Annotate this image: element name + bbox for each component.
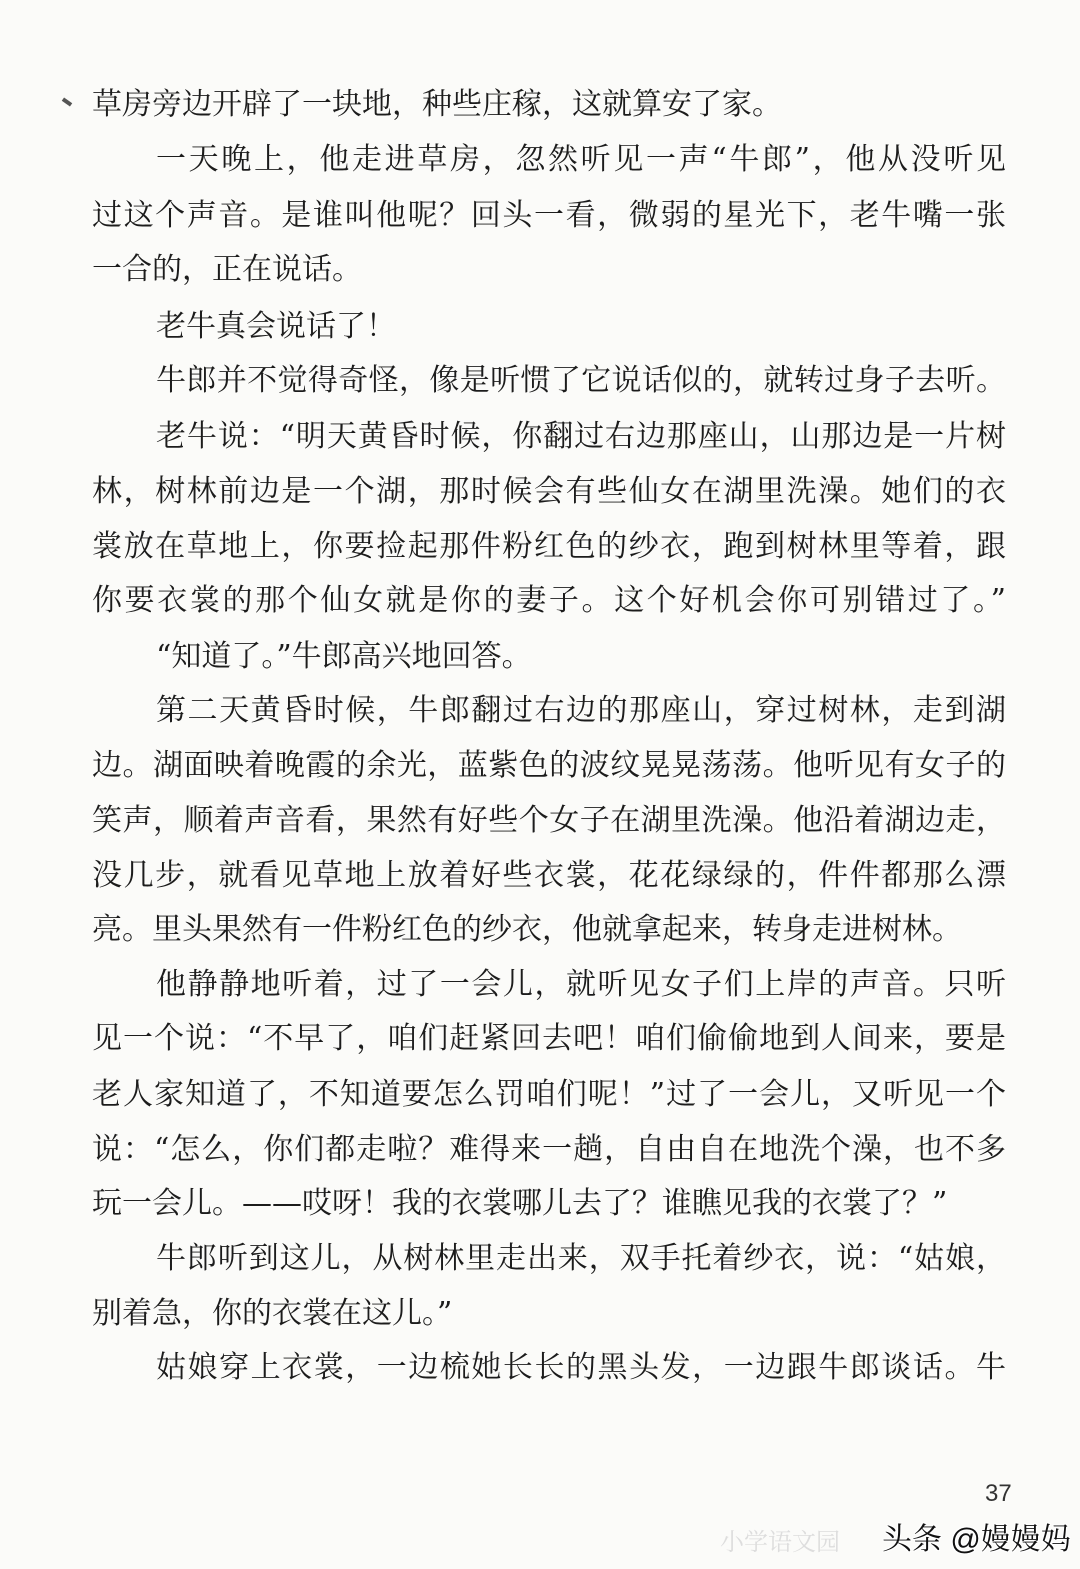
text-line: 见一个说：“不早了，咱们赶紧回去吧！咱们偷偷地到人间来，要是 bbox=[92, 1021, 1006, 1056]
text-line: 牛郎听到这儿，从树林里走出来，双手托着纱衣，说：“姑娘， bbox=[156, 1241, 1006, 1276]
text-line: 裳放在草地上，你要捡起那件粉红色的纱衣，跑到树林里等着，跟 bbox=[92, 529, 1006, 564]
faint-watermark: 小学语文园 bbox=[720, 1529, 840, 1556]
text-line: 牛郎并不觉得奇怪，像是听惯了它说话似的，就转过身子去听。 bbox=[156, 363, 1006, 398]
text-line: 笑声，顺着声音看，果然有好些个女子在湖里洗澡。他沿着湖边走， bbox=[92, 803, 1006, 838]
text-line: 第二天黄昏时候，牛郎翻过右边的那座山，穿过树林，走到湖 bbox=[156, 693, 1006, 728]
text-line: 老牛真会说话了！ bbox=[156, 309, 396, 344]
text-line: 草房旁边开辟了一块地，种些庄稼，这就算安了家。 bbox=[92, 87, 782, 122]
text-line: 别着急，你的衣裳在这儿。” bbox=[92, 1296, 453, 1331]
text-line: 过这个声音。是谁叫他呢？回头一看，微弱的星光下，老牛嘴一张 bbox=[92, 198, 1006, 233]
text-line: 边。湖面映着晚霞的余光，蓝紫色的波纹晃晃荡荡。他听见有女子的 bbox=[92, 748, 1006, 783]
text-line: 林，树林前边是一个湖，那时候会有些仙女在湖里洗澡。她们的衣 bbox=[92, 474, 1006, 509]
text-line: 没几步，就看见草地上放着好些衣裳，花花绿绿的，件件都那么漂 bbox=[92, 858, 1006, 893]
text-line: 说：“怎么，你们都走啦？难得来一趟，自由自在地洗个澡，也不多 bbox=[92, 1132, 1006, 1167]
text-line: 亮。里头果然有一件粉红色的纱衣，他就拿起来，转身走进树林。 bbox=[92, 912, 962, 947]
watermark: 头条 @嫚嫚妈 bbox=[882, 1523, 1071, 1556]
text-line: 老人家知道了，不知道要怎么罚咱们呢！”过了一会儿，又听见一个 bbox=[92, 1077, 1006, 1112]
text-line: “知道了。”牛郎高兴地回答。 bbox=[156, 639, 532, 674]
page-number: 37 bbox=[985, 1480, 1012, 1507]
text-line: 玩一会儿。——哎呀！我的衣裳哪儿去了？谁瞧见我的衣裳了？” bbox=[92, 1186, 948, 1221]
text-line: 姑娘穿上衣裳，一边梳她长长的黑头发，一边跟牛郎谈话。牛 bbox=[156, 1350, 1006, 1385]
text-line: 他静静地听着，过了一会儿，就听见女子们上岸的声音。只听 bbox=[156, 967, 1006, 1002]
text-line: 你要衣裳的那个仙女就是你的妻子。这个好机会你可别错过了。” bbox=[92, 583, 1006, 618]
text-line: 一合的，正在说话。 bbox=[92, 252, 362, 287]
scan-mark bbox=[62, 97, 72, 106]
text-line: 一天晚上，他走进草房，忽然听见一声“牛郎”，他从没听见 bbox=[156, 142, 1006, 177]
text-line: 老牛说：“明天黄昏时候，你翻过右边那座山，山那边是一片树 bbox=[156, 419, 1006, 454]
